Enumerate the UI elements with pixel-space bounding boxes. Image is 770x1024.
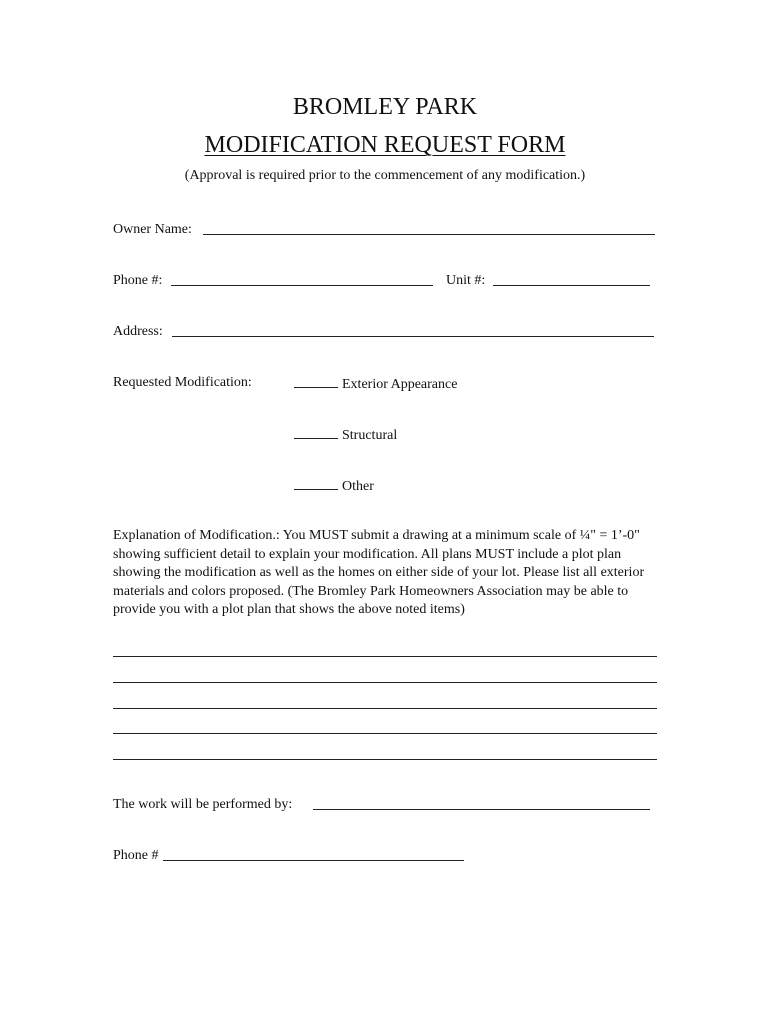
explanation-line[interactable] xyxy=(113,759,657,760)
form-subtitle: (Approval is required prior to the commencement of any modification.) xyxy=(184,168,586,183)
unit-field[interactable] xyxy=(493,285,650,286)
form-title-text: MODIFICATION REQUEST FORM xyxy=(204,132,566,158)
form-header-title: BROMLEY PARK xyxy=(292,94,478,120)
option-blank[interactable] xyxy=(294,476,338,490)
address-field[interactable] xyxy=(172,336,654,337)
option-label: Exterior Appearance xyxy=(342,377,458,392)
option-other[interactable] xyxy=(294,476,374,496)
performed-by-label: The work will be performed by: xyxy=(113,797,293,812)
option-label: Structural xyxy=(342,428,398,443)
option-exterior-appearance[interactable] xyxy=(294,374,457,394)
explanation-line[interactable] xyxy=(113,682,657,683)
requested-modification-label: Requested Modification: xyxy=(113,375,252,390)
explanation-line[interactable] xyxy=(113,733,657,734)
option-structural[interactable] xyxy=(294,425,397,445)
contractor-phone-label: Phone # xyxy=(113,848,159,863)
option-blank[interactable] xyxy=(294,374,338,388)
form-title xyxy=(0,132,770,159)
phone-label: Phone #: xyxy=(113,273,163,288)
owner-name-field[interactable] xyxy=(203,234,655,235)
option-label: Other xyxy=(342,479,374,494)
owner-name-label: Owner Name: xyxy=(113,222,192,237)
explanation-instructions: Explanation of Modification.: You MUST submit a drawing at a minimum scale of ¼" = 1’-0" showing sufficient detail to explain your modification. All plans MUST include a plot plan showing the modification as well as the homes on either side of your lot. Please list all exterior materials and colors proposed. (The Bromley Park Homeowners Association may be able to provide you with a plot plan that shows the above noted items) xyxy=(113,528,645,617)
explanation-line[interactable] xyxy=(113,656,657,657)
explanation-line[interactable] xyxy=(113,708,657,709)
contractor-phone-field[interactable] xyxy=(163,860,464,861)
unit-label: Unit #: xyxy=(446,273,486,288)
performed-by-field[interactable] xyxy=(313,809,650,810)
option-blank[interactable] xyxy=(294,425,338,439)
address-label: Address: xyxy=(113,324,163,339)
phone-field[interactable] xyxy=(171,285,433,286)
